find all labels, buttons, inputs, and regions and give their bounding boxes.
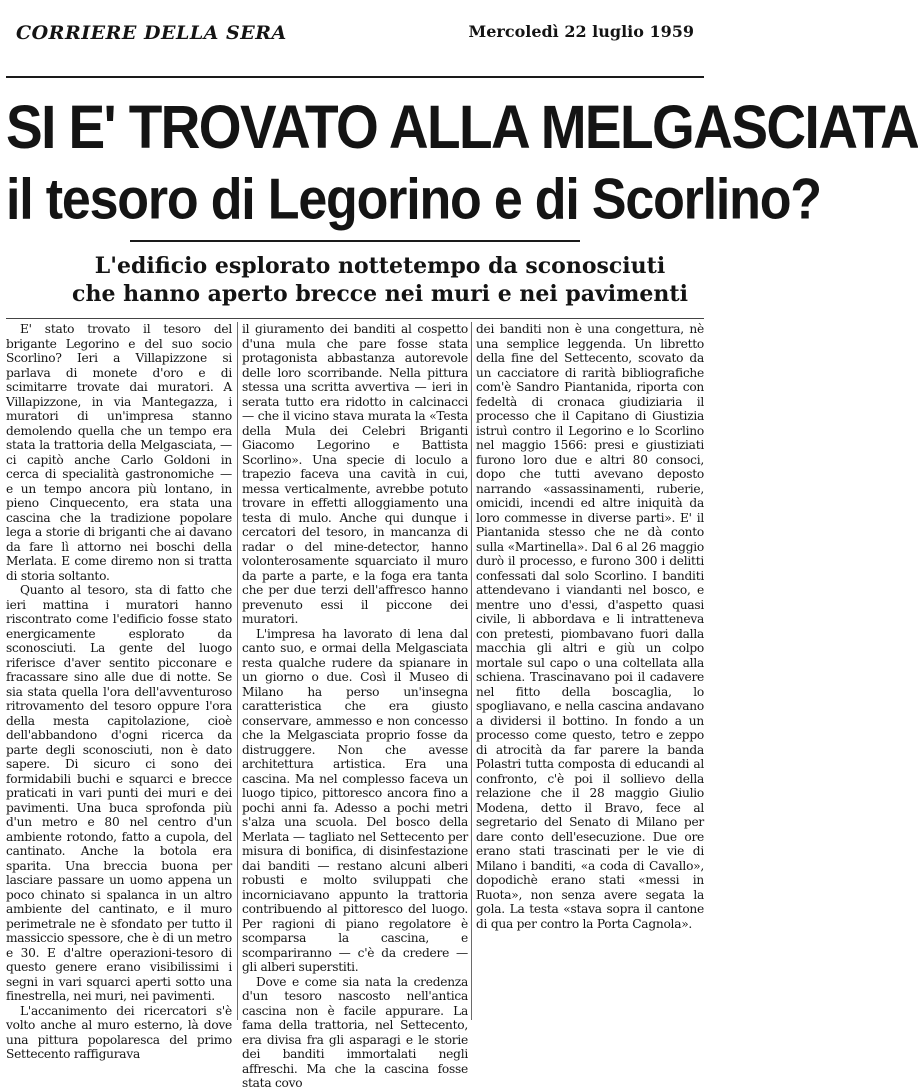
newspaper-name: CORRIERE DELLA SERA bbox=[16, 22, 287, 44]
subheadline-rule bbox=[6, 318, 704, 319]
subheadline bbox=[60, 252, 700, 308]
article-column-2 bbox=[242, 322, 468, 1090]
subheadline-line-2: che hanno aperto brecce nei muri e nei pavimenti bbox=[72, 281, 688, 307]
headline-line-1: SI E' TROVATO ALLA MELGASCIATA bbox=[6, 92, 918, 162]
article-column-1 bbox=[6, 322, 232, 1061]
masthead-rule bbox=[6, 76, 704, 78]
column-divider bbox=[237, 322, 238, 1020]
headline-line-2: il tesoro di Legorino e di Scorlino? bbox=[6, 168, 821, 232]
article-paragraph: il giuramento dei banditi al cospetto d'una mula che pare fosse stata protagonista abbastanza autorevole delle loro scorribande. Nella pittura stessa una scritta avvertiva — ieri in serata tutto era ridotto in calcinacci — che il vicino stava murata la «Testa della Mula dei Celebri Briganti Giacomo Legorino e Battista Scorlino». Una specie di loculo a trapezio faceva una cavità in cui, messa verticalmente, avrebbe potuto trovare in effetti alloggiamento una testa di mulo. Anche qui dunque i cercatori del tesoro, in mancanza di radar o del mine-detector, hanno volonterosamente squarciato il muro da parte a parte, e la foga era tanta che per due terzi dell'affresco hanno prevenuto essi il piccone dei muratori. bbox=[242, 322, 468, 626]
article-paragraph: dei banditi non è una congettura, nè una semplice leggenda. Un libretto della fine del Settecento, scovato da un cacciatore di rarità bibliografiche com'è Sandro Piantanida, riporta con fedeltà di cronaca giudiziaria il processo che il Capitano di Giustizia istruì contro il Legorino e lo Scorlino nel maggio 1566: presi e giustiziati furono loro due e altri 80 consoci, dopo che tutti avevano deposto narrando «assassinamenti, ruberie, omicidi, incendi ed altre iniquità da loro commesse in diverse parti». E' il Piantanida stesso che ne dà conto sulla «Martinella». Dal 6 al 26 maggio durò il processo, e furono 300 i delitti confessati dal solo Scorlino. I banditi attendevano i viandanti nel bosco, e mentre uno d'essi, d'aspetto quasi civile, li abbordava e li intratteneva con pretesti, piombavano fuori dalla macchia gli altri e giù un colpo mortale sul capo o una coltellata alla schiena. Trascinavano poi il cadavere nel fitto della boscaglia, lo spogliavano, e nella cascina andavano a dividersi il bottino. In fondo a un processo come questo, tetro e zeppo di atrocità da far parere la banda Polastri tutta composta di educandi al confronto, c'è poi il sollievo della relazione che il 28 maggio Giulio Modena, detto il Bravo, fece al segretario del Senato di Milano per dare conto dell'esecuzione. Due ore erano stati trascinati per le vie di Milano i banditi, «a coda di Cavallo», dopodichè erano stati «messi in Ruota», non senza avere segata la gola. La testa «stava sopra il cantone di qua per contro la Porta Cagnola». bbox=[476, 322, 704, 931]
article-paragraph: E' stato trovato il tesoro del brigante Legorino e del suo socio Scorlino? Ieri a Villapizzone si parlava di monete d'oro e di scimitarre trovate dai muratori. A Villapizzone, in via Mantegazza, i muratori di un'impresa stanno demolendo quella che un tempo era stata la trattoria della Melgasciata, — ci capitò anche Carlo Goldoni in cerca di specialità gastronomiche — e un tempo ancora più lontano, in pieno Cinquecento, era stata una cascina che la tradizione popolare lega a storie di briganti che ai davano da fare lì attorno nei boschi della Merlata. E come diremo non si tratta di storia soltanto. bbox=[6, 322, 232, 583]
article-paragraph: L'accanimento dei ricercatori s'è volto anche al muro esterno, là dove una pittura popolaresca del primo Settecento raffigurava bbox=[6, 1003, 232, 1061]
headline-rule bbox=[130, 240, 580, 242]
column-divider bbox=[471, 322, 472, 1020]
article-paragraph: Quanto al tesoro, sta di fatto che ieri mattina i muratori hanno riscontrato come l'edificio fosse stato energicamente esplorato da sconosciuti. La gente del luogo riferisce d'aver sentito picconare e fracassare sino alle due di notte. Se sia stata quella l'ora dell'avventuroso ritrovamento del tesoro oppure l'ora della mesta capitolazione, cioè dell'abbandono d'ogni ricerca da parte degli sconosciuti, non è dato sapere. Di sicuro ci sono dei formidabili buchi e squarci e brecce praticati in vari punti dei muri e dei pavimenti. Una buca sprofonda più d'un metro e 80 nel centro d'un ambiente rotondo, fatto a cupola, del cantinato. Anche la botola era sparita. Una breccia buona per lasciare passare un uomo appena un poco chinato si spalanca in un altro ambiente del cantinato, e il muro perimetrale ne è sfondato per tutto il massiccio spessore, che è di un metro e 30. E d'altre operazioni-tesoro di questo genere erano visibilissimi i segni in vari squarci aperti sotto una finestrella, nei muri, nei pavimenti. bbox=[6, 583, 232, 1003]
article-paragraph: Dove e come sia nata la credenza d'un tesoro nascosto nell'antica cascina non è facile appurare. La fama della trattoria, nel Settecento, era divisa fra gli asparagi e le storie dei banditi immortalati negli affreschi. Ma che la cascina fosse stata covo bbox=[242, 974, 468, 1090]
article-column-3 bbox=[476, 322, 704, 934]
issue-date: Mercoledì 22 luglio 1959 bbox=[468, 22, 694, 41]
masthead bbox=[6, 14, 702, 46]
article-paragraph: L'impresa ha lavorato di lena dal canto suo, e ormai della Melgasciata resta qualche rudere da spianare in un giorno o due. Così il Museo di Milano ha perso un'insegna caratteristica che era giusto conservare, ammesso e non concesso che la Melgasciata proprio fosse da distruggere. Non che avesse architettura artistica. Era una cascina. Ma nel complesso faceva un luogo tipico, pittoresco ancora fino a pochi anni fa. Adesso a pochi metri s'alza una scuola. Del bosco della Merlata — tagliato nel Settecento per misura di bonifica, di disinfestazione dai banditi — restano alcuni alberi robusti e molto sviluppati che incorniciavano appunto la trattoria contribuendo al pittoresco del luogo. Per ragioni di piano regolatore è scomparsa la cascina, e scompariranno — c'è da credere — gli alberi superstiti. bbox=[242, 626, 468, 974]
subheadline-line-1: L'edificio esplorato nottetempo da sconosciuti bbox=[94, 253, 666, 279]
